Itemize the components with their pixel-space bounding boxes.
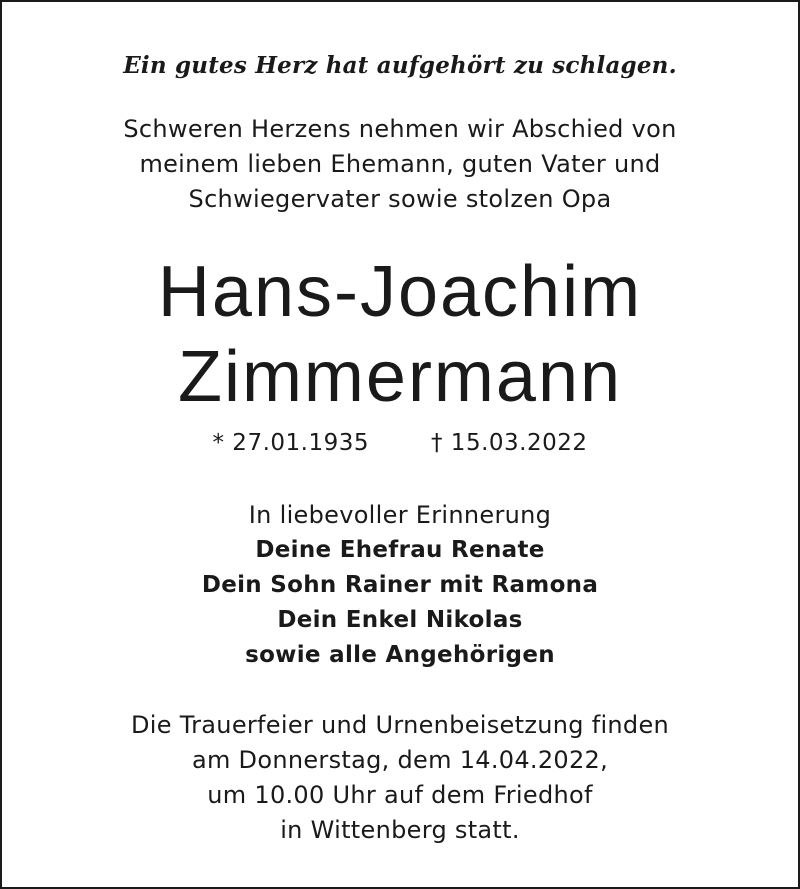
service-line-3: um 10.00 Uhr auf dem Friedhof <box>207 781 593 809</box>
mourner-line-1: Deine Ehefrau Renate <box>255 537 545 563</box>
intro-line-2: meinem lieben Ehemann, guten Vater und <box>139 150 661 178</box>
mourner-line-3: Dein Enkel Nikolas <box>277 607 523 633</box>
mourner-line-2: Dein Sohn Rainer mit Ramona <box>201 572 599 598</box>
motto: Ein gutes Herz hat aufgehört zu schlagen. <box>123 52 677 79</box>
intro-line-3: Schwiegervater sowie stolzen Opa <box>188 185 612 213</box>
death-date: † 15.03.2022 <box>431 430 588 456</box>
birth-date: * 27.01.1935 <box>212 430 369 456</box>
service-line-2: am Donnerstag, dem 14.04.2022, <box>191 746 609 774</box>
mourner-line-4: sowie alle Angehörigen <box>245 642 555 668</box>
intro-line-1: Schweren Herzens nehmen wir Abschied von <box>123 115 677 143</box>
deceased-last-name: Zimmermann <box>177 337 623 417</box>
service-line-4: in Wittenberg statt. <box>280 816 520 844</box>
service-line-1: Die Trauerfeier und Urnenbeisetzung finden <box>130 711 670 739</box>
deceased-first-name: Hans-Joachim <box>157 252 643 332</box>
life-dates <box>2 427 798 459</box>
remembrance-line: In liebevoller Erinnerung <box>248 501 552 529</box>
